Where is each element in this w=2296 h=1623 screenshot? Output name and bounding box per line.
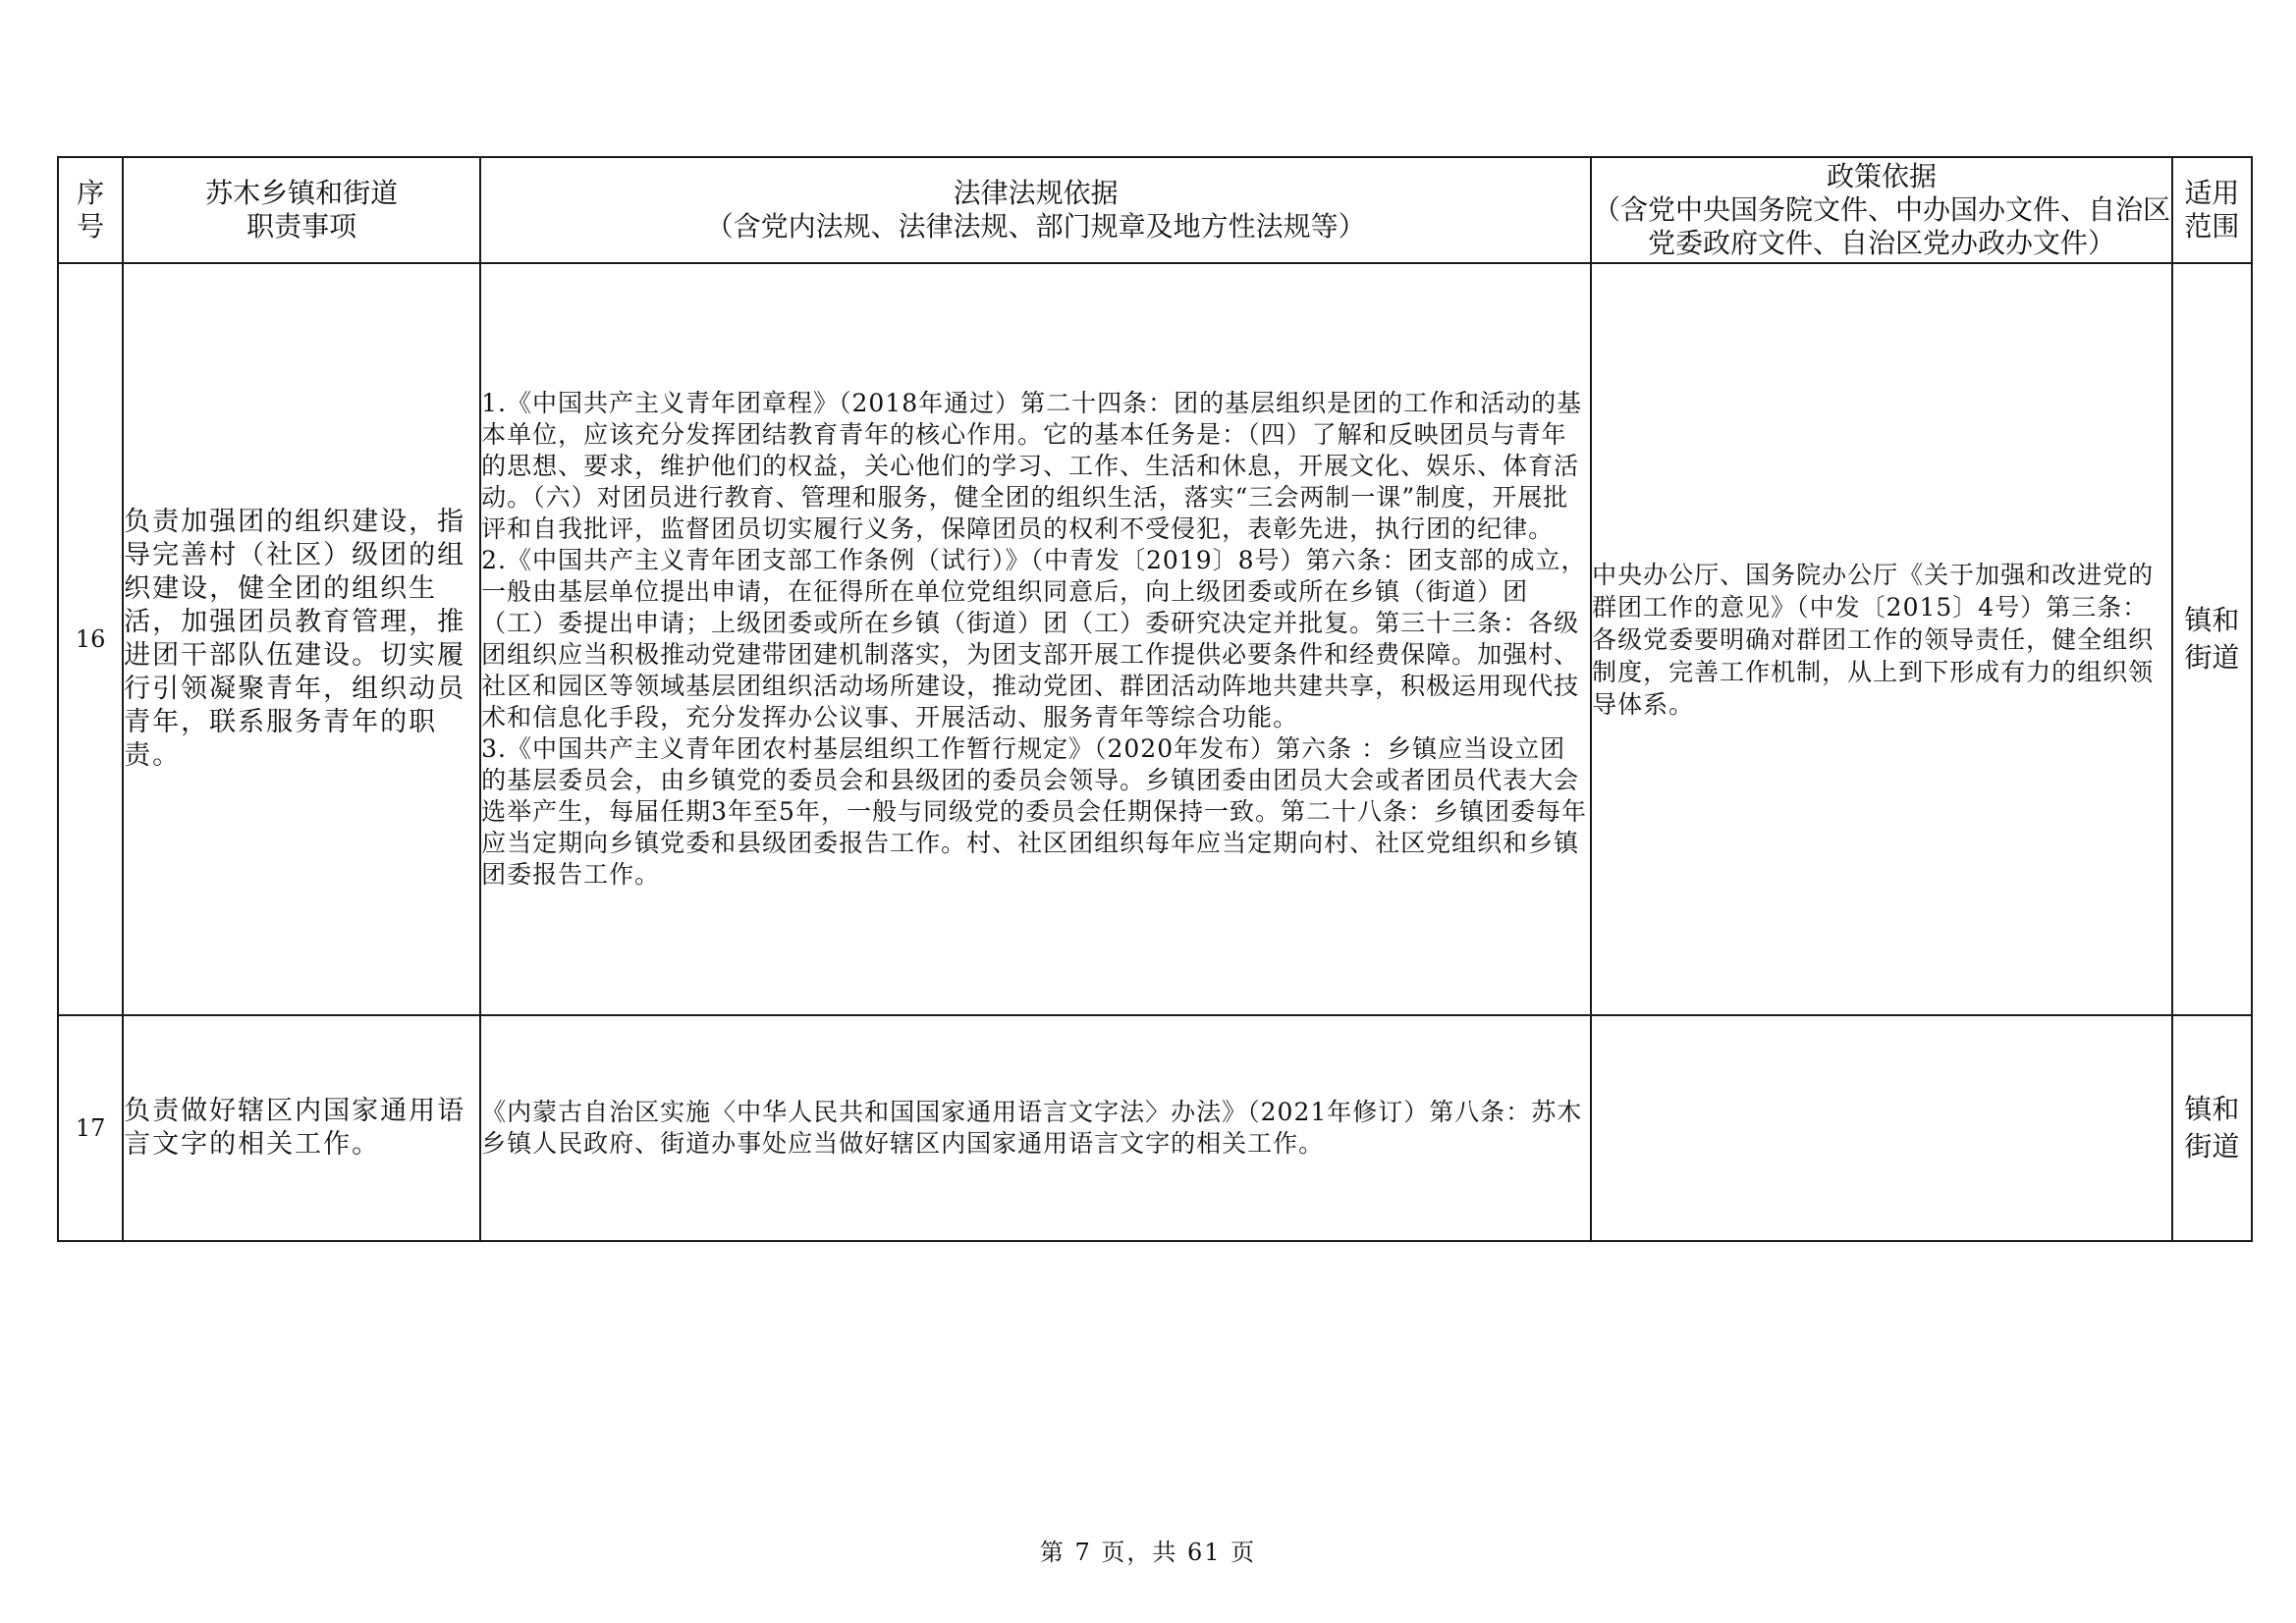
header-law xyxy=(480,157,1591,263)
policy-cell xyxy=(1591,1015,2172,1241)
law-item: 3.《中国共产主义青年团农村基层组织工作暂行规定》（2020年发布）第六条 ：乡镇应当设立团的基层委员会，由乡镇党的委员会和县级团的委员会领导。乡镇团委由团员大会或者团员代表大会选举产生，每届任期3年至5年，一般与同级党的委员会任期保持一致。第二十八条：乡镇团委每年应当定期向乡镇党委和县级团委报告工作。村、社区团组织每年应当定期向村、社区党组织和乡镇团委报告工作。 xyxy=(481,734,1587,889)
scope-cell xyxy=(2172,1015,2252,1241)
header-policy-line2: （含党中央国务院文件、中办国办文件、自治区党委政府文件、自治区党办政办文件） xyxy=(1592,193,2170,259)
duty-table xyxy=(57,156,2253,1242)
header-duty-line1: 苏木乡镇和街道 xyxy=(205,177,399,209)
header-no-label: 序号 xyxy=(77,177,105,243)
duty-cell: 负责加强团的组织建设，指导完善村（社区）级团的组织建设，健全团的组织生活，加强团员教育管理，推进团干部队伍建设。切实履行引领凝聚青年，组织动员青年，联系服务青年的职责。 xyxy=(123,263,480,1015)
header-no xyxy=(58,157,123,263)
law-cell xyxy=(480,263,1591,1015)
row-number: 16 xyxy=(58,263,123,1015)
header-law-line1: 法律法规依据 xyxy=(953,177,1119,209)
law-item: 1.《中国共产主义青年团章程》（2018年通过）第二十四条：团的基层组织是团的工作和活动的基本单位，应该充分发挥团结教育青年的核心作用。它的基本任务是：（四）了解和反映团员与青年的思想、要求，维护他们的权益，关心他们的学习、工作、生活和休息，开展文化、娱乐、体育活动。（六）对团员进行教育、管理和服务，健全团的组织生活，落实“三会两制一课”制度，开展批评和自我批评，监督团员切实履行义务，保障团员的权利不受侵犯，表彰先进，执行团的纪律。 xyxy=(481,389,1583,543)
row-number: 17 xyxy=(58,1015,123,1241)
header-policy xyxy=(1591,157,2172,263)
table-row xyxy=(58,1015,2252,1241)
header-duty-line2: 职责事项 xyxy=(246,210,357,243)
table-row xyxy=(58,263,2252,1015)
header-duty xyxy=(123,157,480,263)
header-policy-line1: 政策依据 xyxy=(1826,160,1937,192)
page-number: 第 7 页，共 61 页 xyxy=(1039,1539,1257,1566)
law-item: 《内蒙古自治区实施〈中华人民共和国国家通用语言文字法〉办法》（2021年修订）第八条：苏木乡镇人民政府、街道办事处应当做好辖区内国家通用语言文字的相关工作。 xyxy=(481,1098,1583,1158)
header-law-line2: （含党内法规、法律法规、部门规章及地方性法规等） xyxy=(705,210,1366,243)
scope-label: 镇和街道 xyxy=(2184,604,2240,674)
scope-label: 镇和街道 xyxy=(2184,1093,2240,1163)
table-header-row xyxy=(58,157,2252,263)
policy-cell: 中央办公厅、国务院办公厅《关于加强和改进党的群团工作的意见》（中发〔2015〕4号）第三条：各级党委要明确对群团工作的领导责任，健全组织制度，完善工作机制，从上到下形成有力的组织领导体系。 xyxy=(1591,263,2172,1015)
duty-cell: 负责做好辖区内国家通用语言文字的相关工作。 xyxy=(123,1015,480,1241)
header-scope xyxy=(2172,157,2252,263)
header-scope-label: 适用范围 xyxy=(2184,177,2240,243)
law-item: 2.《中国共产主义青年团支部工作条例（试行）》（中青发〔2019〕8号）第六条：团支部的成立，一般由基层单位提出申请，在征得所在单位党组织同意后，向上级团委或所在乡镇（街道）团（工）委提出申请；上级团委或所在乡镇（街道）团（工）委研究决定并批复。第三十三条：各级团组织应当积极推动党建带团建机制落实，为团支部开展工作提供必要条件和经费保障。加强村、社区和园区等领域基层团组织活动场所建设，推动党团、群团活动阵地共建共享，积极运用现代技术和信息化手段，充分发挥办公议事、开展活动、服务青年等综合功能。 xyxy=(481,546,1587,731)
law-cell xyxy=(480,1015,1591,1241)
scope-cell xyxy=(2172,263,2252,1015)
